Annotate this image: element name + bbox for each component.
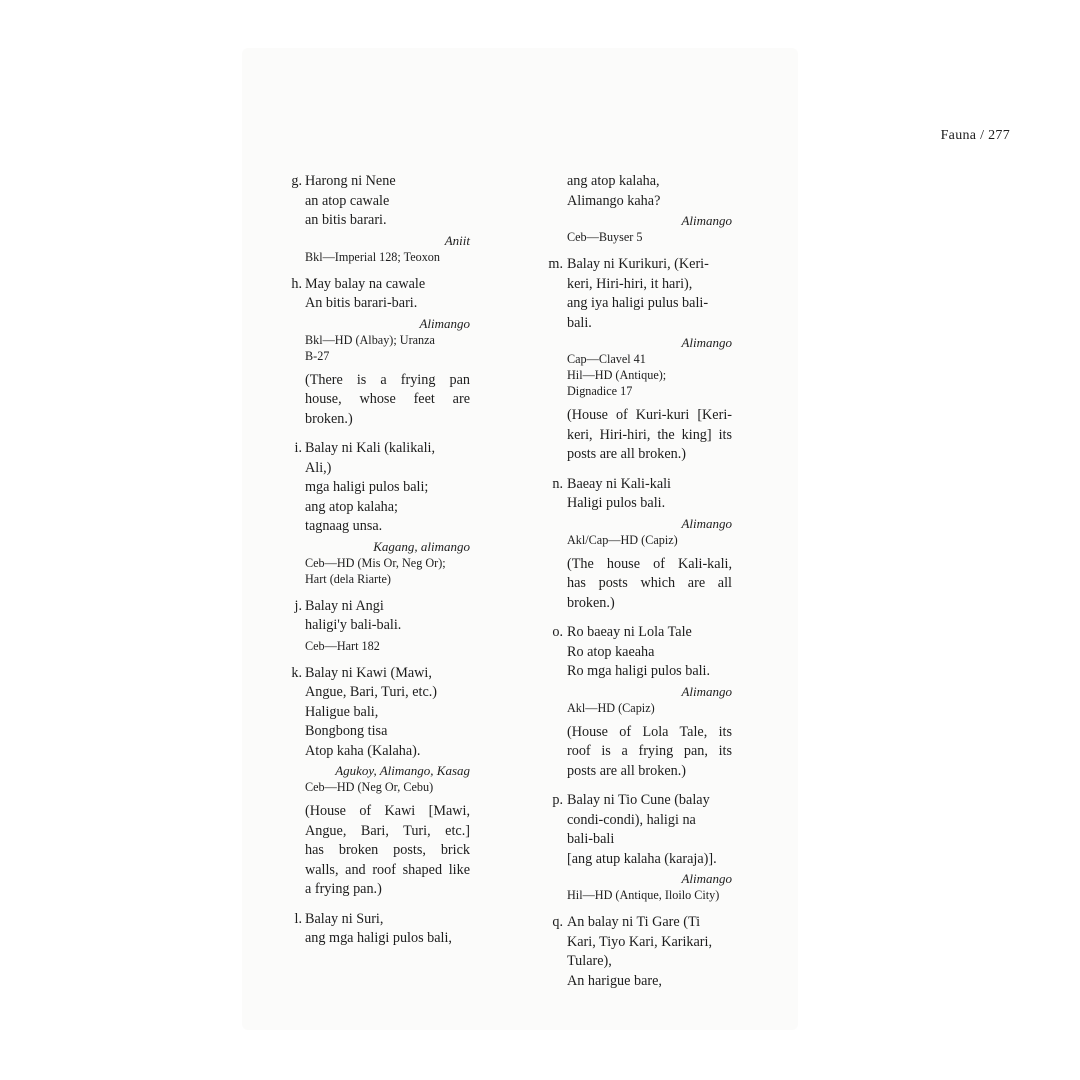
translation-line: (House of Kawi [Mawi, (305, 803, 470, 819)
riddle-line: Harong ni Nene (305, 173, 396, 189)
riddle-line: Atop kaha (Kalaha). (305, 742, 421, 759)
riddle-translation (305, 802, 470, 900)
translation-line: walls, and roof shaped like (305, 861, 470, 878)
riddle-line: Balay ni Kurikuri, (Keri- (567, 256, 709, 272)
riddle-line: mga haligi pulos bali; (305, 479, 429, 495)
riddle-line: Bongbong tisa (305, 723, 388, 739)
riddle-line: Ro mga haligi pulos bali. (567, 663, 711, 679)
riddle-line: Balay ni Tio Cune (balay (567, 792, 710, 808)
riddle-answer: Alimango (681, 683, 732, 699)
entry-marker: l. (294, 910, 302, 927)
entry-marker: o. (552, 624, 563, 640)
riddle-translation (567, 406, 732, 465)
riddle-line: ang iya haligi pulus bali- (567, 295, 709, 311)
riddle-line: haligi'y bali-bali. (305, 617, 402, 633)
riddle-line: Tulare), (567, 953, 612, 969)
riddle-source: Ceb—Hart 182 (305, 638, 380, 653)
riddle-line: Ro atop kaeaha (567, 643, 655, 660)
riddle-entry (294, 597, 470, 654)
riddle-source: Ceb—Buyser 5 (567, 230, 643, 244)
translation-line: roof is a frying pan, its (567, 743, 732, 759)
entry-marker: i. (294, 440, 302, 456)
riddle-source: Ceb—HD (Mis Or, Neg Or); (305, 555, 446, 570)
riddle-line: keri, Hiri-hiri, it hari), (567, 275, 693, 292)
riddle-source: Akl/Cap—HD (Capiz) (567, 532, 678, 547)
riddle-entry (291, 275, 470, 430)
riddle-entry (294, 439, 470, 587)
riddle-line: May balay na cawale (305, 275, 426, 292)
translation-line: (There is a frying pan (305, 371, 470, 388)
riddle-answer: Agukoy, Alimango, Kasag (335, 763, 470, 778)
entry-marker: p. (552, 792, 563, 808)
riddle-source: Hart (dela Riarte) (305, 571, 391, 586)
riddle-translation (567, 555, 732, 614)
entry-marker: h. (291, 275, 302, 292)
riddle-entry (552, 913, 732, 991)
entry-marker: q. (552, 914, 563, 930)
riddle-line: Angue, Bari, Turi, etc.) (305, 684, 438, 700)
entry-marker: k. (291, 664, 302, 681)
riddle-entry (294, 910, 470, 949)
riddle-entry (552, 475, 732, 614)
riddle-source: Cap—Clavel 41 (567, 352, 646, 366)
translation-line: has posts which are all (567, 575, 732, 591)
riddle-answer: Kagang, alimango (373, 538, 470, 554)
translation-line: a frying pan.) (305, 881, 382, 897)
riddle-line: Balay ni Kawi (Mawi, (305, 664, 432, 681)
riddle-answer: Alimango (681, 871, 732, 886)
riddle-line: bali-bali (567, 831, 615, 847)
riddle-entry (291, 172, 470, 265)
translation-line: (The house of Kali-kali, (567, 555, 732, 572)
riddle-answer: Aniit (444, 232, 470, 248)
riddle-answer: Alimango (681, 335, 732, 350)
right-column (548, 172, 732, 1001)
translation-line: posts are all broken.) (567, 762, 686, 779)
riddle-line: Baeay ni Kali-kali (567, 475, 672, 492)
riddle-line: An balay ni Ti Gare (Ti (567, 914, 701, 930)
riddle-line: ang mga haligi pulos bali, (305, 930, 452, 946)
translation-line: posts are all broken.) (567, 446, 686, 462)
running-head: Fauna / 277 (940, 128, 1010, 143)
entry-marker: g. (291, 173, 302, 189)
riddle-line: Kari, Tiyo Kari, Karikari, (567, 933, 713, 950)
translation-line: broken.) (567, 594, 615, 611)
riddle-source: Hil—HD (Antique); (567, 368, 667, 382)
translation-line: (House of Lola Tale, its (567, 723, 732, 740)
riddle-entry (552, 791, 732, 903)
riddle-line: an bitis barari. (305, 212, 387, 228)
riddle-source: Hil—HD (Antique, Iloilo City) (567, 888, 720, 902)
riddle-line: Haligi pulos bali. (567, 495, 666, 511)
riddle-line: An harigue bare, (567, 972, 662, 989)
riddle-line: Ro baeay ni Lola Tale (567, 624, 692, 640)
entry-marker: n. (552, 475, 563, 492)
translation-line: house, whose feet are (305, 391, 470, 407)
riddle-entry (552, 623, 732, 781)
riddle-line: An bitis barari-bari. (305, 295, 418, 311)
translation-line: broken.) (305, 410, 353, 427)
riddle-source: Dignadice 17 (567, 384, 633, 398)
translation-line: (House of Kuri-kuri [Keri- (567, 407, 732, 423)
riddle-line: bali. (567, 314, 592, 331)
riddle-answer: Alimango (419, 315, 470, 331)
riddle-entry (548, 255, 732, 465)
riddle-entry (567, 172, 732, 245)
riddle-translation (567, 723, 732, 782)
left-column (291, 172, 470, 959)
riddle-line: Ali,) (305, 459, 332, 476)
riddle-line: condi-condi), haligi na (567, 811, 696, 828)
translation-line: has broken posts, brick (305, 842, 470, 858)
riddle-line: ang atop kalaha; (305, 498, 398, 515)
riddle-entry (291, 664, 470, 900)
riddle-translation (305, 371, 470, 430)
riddle-line: Haligue bali, (305, 703, 379, 720)
entry-marker: m. (548, 256, 563, 272)
riddle-source: Akl—HD (Capiz) (567, 700, 655, 715)
riddle-source: Ceb—HD (Neg Or, Cebu) (305, 780, 434, 794)
riddle-line: tagnaag unsa. (305, 518, 383, 534)
riddle-source: B-27 (305, 348, 330, 363)
translation-line: Angue, Bari, Turi, etc.] (305, 822, 470, 839)
riddle-answer: Alimango (681, 213, 732, 228)
riddle-answer: Alimango (681, 515, 732, 531)
riddle-line: Balay ni Suri, (305, 910, 384, 927)
riddle-line: [ang atup kalaha (karaja)]. (567, 850, 717, 867)
riddle-line: Balay ni Kali (kalikali, (305, 440, 436, 456)
riddle-line: Alimango kaha? (567, 192, 661, 209)
riddle-line: ang atop kalaha, (567, 173, 660, 189)
riddle-line: Balay ni Angi (305, 597, 384, 614)
entry-marker: j. (294, 597, 302, 614)
riddle-source: Bkl—Imperial 128; Teoxon (305, 249, 440, 264)
riddle-source: Bkl—HD (Albay); Uranza (305, 332, 435, 347)
riddle-line: an atop cawale (305, 192, 390, 209)
translation-line: keri, Hiri-hiri, the king] its (567, 426, 732, 443)
